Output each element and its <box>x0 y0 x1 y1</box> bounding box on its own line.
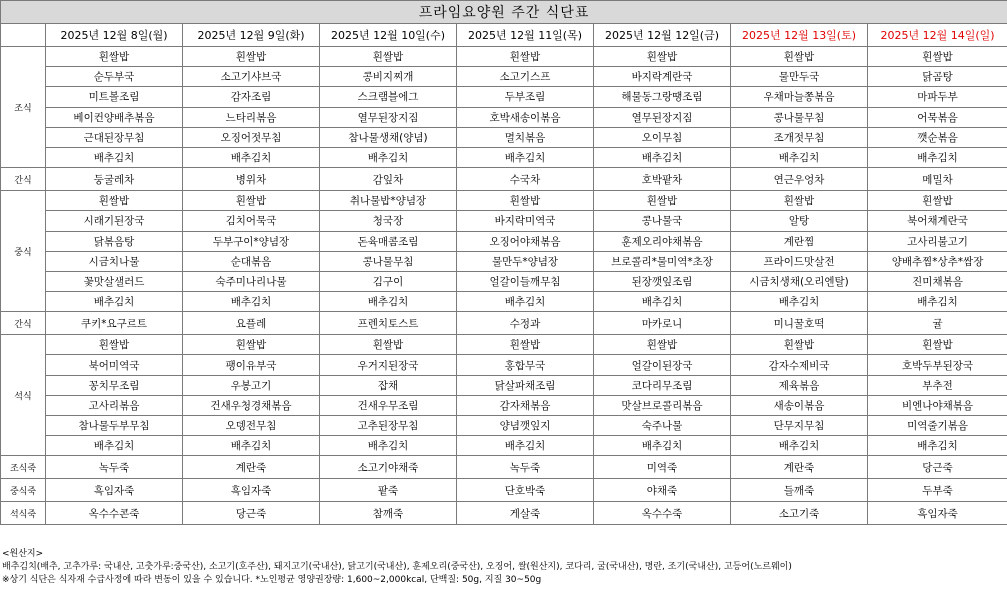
menu-row <box>1 292 1007 312</box>
menu-row <box>1 231 1007 251</box>
menu-item: 옥수수죽 <box>594 502 731 525</box>
menu-item: 김치어묵국 <box>183 211 320 231</box>
menu-row <box>1 416 1007 436</box>
menu-item: 잡채 <box>320 375 457 395</box>
menu-item: 흰쌀밥 <box>457 47 594 67</box>
menu-item: 계란찜 <box>731 231 868 251</box>
menu-item: 오이무침 <box>594 127 731 147</box>
menu-item: 둥굴레차 <box>46 168 183 191</box>
menu-item: 호박팥차 <box>594 168 731 191</box>
menu-item: 배추김치 <box>320 436 457 456</box>
menu-item: 흰쌀밥 <box>183 47 320 67</box>
menu-item: 미니꿀호떡 <box>731 312 868 335</box>
menu-item: 단무지무침 <box>731 416 868 436</box>
menu-item: 시금치나물 <box>46 251 183 271</box>
menu-item: 콩나물국 <box>594 211 731 231</box>
date-header: 2025년 12월 14일(일) <box>868 24 1007 47</box>
menu-item: 메밀차 <box>868 168 1007 191</box>
menu-item: 흰쌀밥 <box>457 335 594 355</box>
date-header: 2025년 12월 13일(토) <box>731 24 868 47</box>
menu-item: 흰쌀밥 <box>46 335 183 355</box>
menu-row <box>1 211 1007 231</box>
menu-item: 오징어젓무침 <box>183 127 320 147</box>
menu-item: 시금치생채(오리엔탈) <box>731 271 868 291</box>
menu-item: 북어채계란국 <box>868 211 1007 231</box>
menu-item: 소고기스프 <box>457 67 594 87</box>
menu-item: 취나물밥*양념장 <box>320 191 457 211</box>
notes <box>2 548 1005 587</box>
menu-row <box>1 271 1007 291</box>
menu-item: 요플레 <box>183 312 320 335</box>
menu-item: 숙주미나리나물 <box>183 271 320 291</box>
menu-item: 두부죽 <box>868 479 1007 502</box>
menu-item: 배추김치 <box>594 147 731 167</box>
menu-row <box>1 47 1007 67</box>
menu-row <box>1 375 1007 395</box>
menu-item: 배추김치 <box>183 147 320 167</box>
menu-item: 순대볶음 <box>183 251 320 271</box>
menu-item: 홍합무국 <box>457 355 594 375</box>
menu-item: 오징어야채볶음 <box>457 231 594 251</box>
menu-item: 훈제오리야채볶음 <box>594 231 731 251</box>
menu-item: 참나물생채(양념) <box>320 127 457 147</box>
menu-item: 된장깻잎조림 <box>594 271 731 291</box>
menu-item: 쿠키*요구르트 <box>46 312 183 335</box>
menu-item: 양배추찜*상추*쌈장 <box>868 251 1007 271</box>
menu-item: 바지락계란국 <box>594 67 731 87</box>
menu-item: 배추김치 <box>457 292 594 312</box>
meal-label: 조식죽 <box>1 456 46 479</box>
menu-item: 배추김치 <box>594 292 731 312</box>
menu-item: 흰쌀밥 <box>320 47 457 67</box>
meal-label: 간식 <box>1 312 46 335</box>
menu-item: 팥죽 <box>320 479 457 502</box>
menu-item: 양념깻잎지 <box>457 416 594 436</box>
menu-item: 오뎅전무침 <box>183 416 320 436</box>
menu-item: 두부조림 <box>457 87 594 107</box>
menu-item: 미역죽 <box>594 456 731 479</box>
menu-item: 흰쌀밥 <box>731 335 868 355</box>
menu-item: 수정과 <box>457 312 594 335</box>
menu-item: 열무된장지짐 <box>320 107 457 127</box>
menu-item: 참깨죽 <box>320 502 457 525</box>
menu-item: 닭곰탕 <box>868 67 1007 87</box>
menu-item: 흰쌀밥 <box>868 191 1007 211</box>
menu-item: 게살죽 <box>457 502 594 525</box>
menu-item: 알탕 <box>731 211 868 231</box>
menu-item: 소고기야채죽 <box>320 456 457 479</box>
menu-item: 흑임자죽 <box>183 479 320 502</box>
menu-item: 마카로니 <box>594 312 731 335</box>
menu-item: 배추김치 <box>731 436 868 456</box>
menu-item: 우거지된장국 <box>320 355 457 375</box>
menu-item: 호박두부된장국 <box>868 355 1007 375</box>
menu-item: 우채마늘쫑볶음 <box>731 87 868 107</box>
menu-item: 흰쌀밥 <box>183 335 320 355</box>
menu-row <box>1 168 1007 191</box>
menu-item: 참나물두부무침 <box>46 416 183 436</box>
menu-item: 코다리무조림 <box>594 375 731 395</box>
menu-item: 배추김치 <box>46 436 183 456</box>
menu-item: 배추김치 <box>868 292 1007 312</box>
menu-item: 멸치볶음 <box>457 127 594 147</box>
page-title: 프라임요양원 주간 식단표 <box>1 1 1007 24</box>
menu-item: 배추김치 <box>320 147 457 167</box>
menu-row <box>1 355 1007 375</box>
menu-item: 조개젓무침 <box>731 127 868 147</box>
menu-item: 흑임자죽 <box>46 479 183 502</box>
menu-item: 옥수수콘죽 <box>46 502 183 525</box>
date-header: 2025년 12월 12일(금) <box>594 24 731 47</box>
menu-item: 제육볶음 <box>731 375 868 395</box>
menu-item: 프렌치토스트 <box>320 312 457 335</box>
meal-label: 석식죽 <box>1 502 46 525</box>
menu-row <box>1 436 1007 456</box>
menu-item: 건새우청경채볶음 <box>183 395 320 415</box>
menu-item: 감자채볶음 <box>457 395 594 415</box>
menu-item: 계란죽 <box>731 456 868 479</box>
menu-item: 김구이 <box>320 271 457 291</box>
menu-item: 병위차 <box>183 168 320 191</box>
menu-item: 계란죽 <box>183 456 320 479</box>
menu-item: 들깨죽 <box>731 479 868 502</box>
date-header-row <box>1 24 1007 47</box>
menu-item: 근대된장무침 <box>46 127 183 147</box>
menu-item: 어묵볶음 <box>868 107 1007 127</box>
menu-item: 얼갈이들깨무침 <box>457 271 594 291</box>
menu-item: 감자수제비국 <box>731 355 868 375</box>
menu-item: 비엔나야채볶음 <box>868 395 1007 415</box>
menu-item: 진미채볶음 <box>868 271 1007 291</box>
menu-item: 녹두죽 <box>457 456 594 479</box>
menu-item: 배추김치 <box>46 147 183 167</box>
menu-item: 팽이유부국 <box>183 355 320 375</box>
menu-item: 마파두부 <box>868 87 1007 107</box>
menu-item: 닭살파채조림 <box>457 375 594 395</box>
menu-item: 스크램블에그 <box>320 87 457 107</box>
menu-item: 열무된장지짐 <box>594 107 731 127</box>
title-row <box>1 1 1007 24</box>
menu-item: 북어미역국 <box>46 355 183 375</box>
menu-row <box>1 502 1007 525</box>
menu-item: 배추김치 <box>868 147 1007 167</box>
menu-item: 베이컨양배추볶음 <box>46 107 183 127</box>
menu-item: 콩비지찌개 <box>320 67 457 87</box>
menu-row <box>1 456 1007 479</box>
menu-row <box>1 395 1007 415</box>
menu-item: 야채죽 <box>594 479 731 502</box>
menu-item: 바지락미역국 <box>457 211 594 231</box>
menu-item: 프라이드맛살전 <box>731 251 868 271</box>
menu-item: 흰쌀밥 <box>46 47 183 67</box>
menu-item: 콩나물무침 <box>731 107 868 127</box>
menu-item: 브로콜리*물미역*초장 <box>594 251 731 271</box>
menu-item: 부추전 <box>868 375 1007 395</box>
menu-item: 미역줄기볶음 <box>868 416 1007 436</box>
menu-item: 감자조림 <box>183 87 320 107</box>
menu-row <box>1 312 1007 335</box>
menu-item: 고사리볶음 <box>46 395 183 415</box>
menu-item: 연근우엉차 <box>731 168 868 191</box>
menu-item: 꽁치무조림 <box>46 375 183 395</box>
meal-label: 간식 <box>1 168 46 191</box>
menu-item: 고추된장무침 <box>320 416 457 436</box>
menu-item: 물만두국 <box>731 67 868 87</box>
menu-item: 수국차 <box>457 168 594 191</box>
menu-item: 배추김치 <box>731 292 868 312</box>
meal-label: 중식죽 <box>1 479 46 502</box>
meal-label: 중식 <box>1 191 46 312</box>
menu-item: 닭볶음탕 <box>46 231 183 251</box>
menu-item: 순두부국 <box>46 67 183 87</box>
origin-label: <원산지> <box>2 549 44 559</box>
menu-row <box>1 87 1007 107</box>
menu-item: 물만두*양념장 <box>457 251 594 271</box>
menu-item: 배추김치 <box>320 292 457 312</box>
menu-item: 당근죽 <box>868 456 1007 479</box>
menu-item: 배추김치 <box>731 147 868 167</box>
menu-item: 두부구이*양념장 <box>183 231 320 251</box>
menu-item: 배추김치 <box>183 292 320 312</box>
menu-item: 흰쌀밥 <box>868 335 1007 355</box>
menu-item: 흰쌀밥 <box>46 191 183 211</box>
menu-item: 배추김치 <box>457 436 594 456</box>
menu-item: 흑임자죽 <box>868 502 1007 525</box>
menu-item: 배추김치 <box>183 436 320 456</box>
date-header: 2025년 12월 8일(월) <box>46 24 183 47</box>
menu-item: 배추김치 <box>457 147 594 167</box>
menu-item: 해물동그랑땡조림 <box>594 87 731 107</box>
menu-item: 콩나물무침 <box>320 251 457 271</box>
menu-item: 감잎차 <box>320 168 457 191</box>
date-header: 2025년 12월 10일(수) <box>320 24 457 47</box>
date-header: 2025년 12월 11일(목) <box>457 24 594 47</box>
corner-cell <box>1 24 46 47</box>
menu-item: 호박새송이볶음 <box>457 107 594 127</box>
menu-row <box>1 147 1007 167</box>
menu-row <box>1 479 1007 502</box>
menu-item: 배추김치 <box>46 292 183 312</box>
menu-item: 흰쌀밥 <box>320 335 457 355</box>
menu-item: 돈육매콤조림 <box>320 231 457 251</box>
menu-item: 새송이볶음 <box>731 395 868 415</box>
menu-row <box>1 127 1007 147</box>
menu-item: 소고기죽 <box>731 502 868 525</box>
menu-item: 미트볼조림 <box>46 87 183 107</box>
menu-item: 맛살브로콜리볶음 <box>594 395 731 415</box>
menu-item: 깻순볶음 <box>868 127 1007 147</box>
menu-row <box>1 335 1007 355</box>
date-header: 2025년 12월 9일(화) <box>183 24 320 47</box>
menu-item: 흰쌀밥 <box>731 47 868 67</box>
menu-item: 귤 <box>868 312 1007 335</box>
menu-item: 흰쌀밥 <box>183 191 320 211</box>
menu-item: 배추김치 <box>868 436 1007 456</box>
menu-row <box>1 191 1007 211</box>
menu-row <box>1 107 1007 127</box>
menu-item: 고사리불고기 <box>868 231 1007 251</box>
menu-item: 흰쌀밥 <box>868 47 1007 67</box>
menu-row <box>1 67 1007 87</box>
menu-item: 배추김치 <box>594 436 731 456</box>
menu-item: 흰쌀밥 <box>731 191 868 211</box>
menu-item: 건새우무조림 <box>320 395 457 415</box>
disclaimer: ※상기 식단은 식자재 수급사정에 따라 변동이 있을 수 있습니다. *노인평균 영양권장량: 1,600~2,000kcal, 단백질: 50g, 지질 30~50g <box>2 575 542 585</box>
menu-item: 단호박죽 <box>457 479 594 502</box>
menu-item: 소고기샤브국 <box>183 67 320 87</box>
menu-item: 우봉고기 <box>183 375 320 395</box>
menu-item: 흰쌀밥 <box>594 335 731 355</box>
menu-item: 숙주나물 <box>594 416 731 436</box>
menu-item: 꽃맛살샐러드 <box>46 271 183 291</box>
menu-item: 당근죽 <box>183 502 320 525</box>
menu-row <box>1 251 1007 271</box>
origin-text: 배추김치(배추, 고추가루: 국내산, 고춧가루:중국산), 소고기(호주산), 돼지고기(국내산), 닭고기(국내산), 훈제오리(중국산), 오징어, 쌀(원산지), 코다리, 굴(국내산), 명란, 조기(국내산), 고등어(노르웨이) <box>2 562 792 572</box>
meal-label: 석식 <box>1 335 46 456</box>
menu-item: 시래기된장국 <box>46 211 183 231</box>
menu-item: 청국장 <box>320 211 457 231</box>
menu-item: 얼갈이된장국 <box>594 355 731 375</box>
menu-item: 느타리볶음 <box>183 107 320 127</box>
meal-label: 조식 <box>1 47 46 168</box>
menu-item: 흰쌀밥 <box>594 47 731 67</box>
menu-item: 녹두죽 <box>46 456 183 479</box>
menu-item: 흰쌀밥 <box>594 191 731 211</box>
menu-item: 흰쌀밥 <box>457 191 594 211</box>
